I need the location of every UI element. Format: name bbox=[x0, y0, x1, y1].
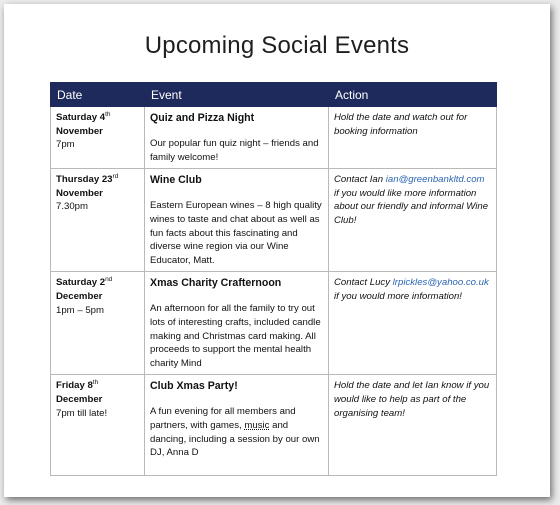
page-title: Upcoming Social Events bbox=[144, 32, 410, 59]
action-text-post: if you would like more information about our friendly and informal Wine Club! bbox=[334, 187, 489, 227]
table-header-row bbox=[51, 83, 497, 107]
event-description-pre: A fun evening for all members and partners, with games, bbox=[150, 406, 296, 432]
table-row bbox=[51, 375, 497, 476]
event-title: Xmas Charity Crafternoon bbox=[150, 277, 282, 290]
event-description-underlined-word: music bbox=[244, 420, 270, 432]
action-text: Hold the date and watch out for booking information bbox=[334, 112, 468, 137]
header-action: Action bbox=[329, 83, 497, 107]
action-text-post: if you would more information! bbox=[334, 290, 462, 302]
date-time: 1pm – 5pm bbox=[56, 304, 104, 316]
events-table bbox=[50, 82, 497, 476]
date-time: 7pm till late! bbox=[56, 407, 108, 419]
date-month: December bbox=[56, 290, 103, 302]
date-cell bbox=[51, 272, 145, 375]
action-text: Hold the date and let Ian know if you would like to help as part of the organising team! bbox=[334, 380, 490, 419]
event-description: Eastern European wines – 8 high quality wines to taste and chat about as well as fun facts about this fascinating and diverse wine region via our Wine Educator, Matt. bbox=[150, 200, 322, 266]
event-title: Quiz and Pizza Night bbox=[150, 112, 255, 124]
event-title: Wine Club bbox=[150, 174, 202, 187]
date-time: 7pm bbox=[56, 139, 75, 151]
date-day: Saturday 4 bbox=[56, 112, 106, 123]
event-description: Our popular fun quiz night – friends and family welcome! bbox=[150, 138, 319, 163]
date-day: Friday 8 bbox=[56, 380, 93, 392]
action-cell bbox=[329, 169, 497, 272]
date-cell bbox=[51, 375, 145, 476]
action-text-pre: Contact Lucy bbox=[334, 277, 393, 289]
action-cell bbox=[329, 107, 497, 169]
date-month: November bbox=[56, 125, 103, 137]
date-suffix: rd bbox=[112, 173, 119, 181]
event-description-post: and dancing, including a session by our own DJ, Anna D bbox=[150, 420, 320, 459]
date-month: December bbox=[56, 394, 103, 406]
action-cell bbox=[329, 272, 497, 375]
event-cell bbox=[145, 272, 329, 375]
event-description: An afternoon for all the family to try out lots of interesting crafts, included candle making and Christmas card making. All proceeds to support the mental health charity Mind bbox=[150, 303, 321, 369]
date-cell bbox=[51, 107, 145, 169]
table-row bbox=[51, 272, 497, 375]
header-event: Event bbox=[145, 83, 329, 107]
email-link[interactable]: lrpickles@yahoo.co.uk bbox=[392, 277, 489, 289]
date-suffix: th bbox=[105, 110, 111, 118]
date-suffix: th bbox=[92, 379, 99, 387]
email-link[interactable]: ian@greenbankltd.com bbox=[385, 174, 485, 186]
action-cell bbox=[329, 375, 497, 476]
document-page bbox=[4, 4, 550, 497]
table-row bbox=[51, 169, 497, 272]
date-day: Thursday 23 bbox=[56, 174, 113, 186]
event-title: Club Xmas Party! bbox=[150, 380, 238, 393]
event-cell bbox=[145, 169, 329, 272]
date-day: Saturday 2 bbox=[56, 277, 106, 289]
event-cell bbox=[145, 375, 329, 476]
date-cell bbox=[51, 169, 145, 272]
event-cell bbox=[145, 107, 329, 169]
date-time: 7.30pm bbox=[56, 201, 88, 213]
table-row bbox=[51, 107, 497, 169]
action-text-pre: Contact Ian bbox=[334, 174, 386, 186]
date-month: November bbox=[56, 187, 103, 199]
event-description bbox=[150, 405, 323, 459]
date-suffix: nd bbox=[105, 276, 113, 284]
header-date: Date bbox=[51, 83, 145, 107]
